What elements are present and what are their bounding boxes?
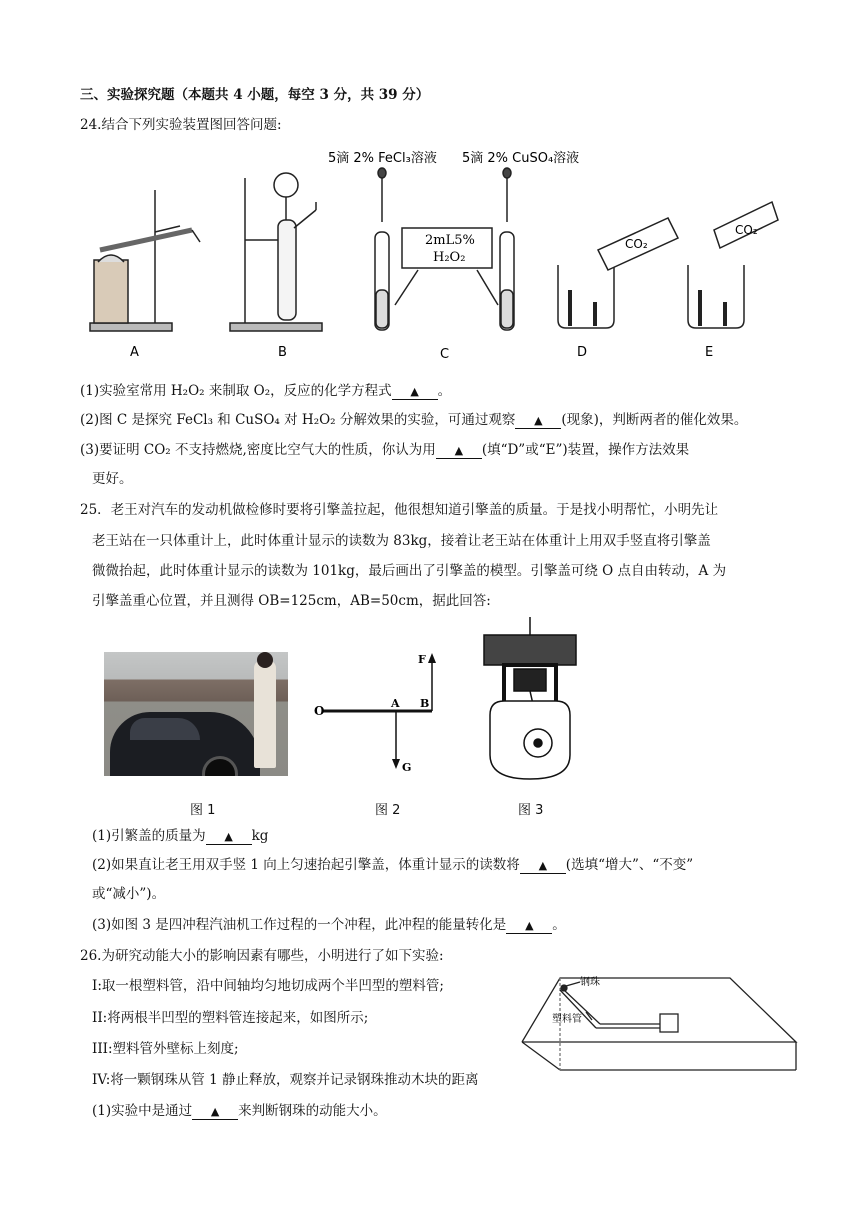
q26-step1: I:取一根塑料管，沿中间轴均匀地切成两个半凹型的塑料管; (92, 978, 444, 994)
label-co2-d: CO₂ (625, 237, 648, 251)
q25-line1: 25．老王对汽车的发动机做检修时要将引擎盖拉起，他很想知道引擎盖的质量。于是找小明帮忙，小明先让 (80, 502, 719, 518)
q25-part1: (1)引繁盖的质量为 ▲ kg (92, 828, 269, 844)
car-hood-photo (104, 652, 288, 776)
wood-block (94, 260, 128, 323)
answer-blank[interactable]: ▲ (192, 1105, 238, 1120)
label-co2-e: CO₂ (735, 223, 758, 237)
q26-stem: 26.为研究动能大小的影响因素有哪些，小明进行了如下实验: (80, 948, 444, 964)
q25-part2: (2)如果直让老王用双手竖 1 向上匀速抬起引擎盖，体重计显示的读数将 ▲ (选填“增大”、“不变” (92, 857, 694, 873)
q25-part3: (3)如图 3 是四冲程汽油机工作过程的一个冲程，此冲程的能量转化是 ▲ 。 (92, 917, 566, 933)
point-b: B (420, 697, 430, 710)
lever-diagram (308, 645, 448, 780)
answer-blank[interactable]: ▲ (436, 444, 482, 459)
q26-step3: III:塑料管外壁标上刻度; (92, 1041, 239, 1057)
q24-part2: (2)图 C 是探究 FeCl₃ 和 CuSO₄ 对 H₂O₂ 分解效果的实验，可通过观察 ▲ (现象)，判断两者的催化效果。 (80, 412, 748, 428)
q24-part3: (3)要证明 CO₂ 不支持燃烧,密度比空气大的性质，你认为用 ▲ (填“D”或“E”)装置，操作方法效果 (80, 442, 690, 458)
label-h2o2: H₂O₂ (433, 250, 466, 265)
q25-part2-cont: 或“减小”)。 (92, 886, 166, 902)
ramp-diagram (520, 970, 810, 1080)
answer-blank[interactable]: ▲ (520, 859, 566, 874)
q24-part1: (1)实验室常用 H₂O₂ 来制取 O₂，反应的化学方程式 ▲ 。 (80, 383, 452, 399)
point-a: A (391, 697, 400, 710)
q26-step4: IV:将一颗钢珠从管 1 静止释放，观察并记录钢珠推动木块的距离 (92, 1072, 479, 1088)
engine-stroke-diagram (470, 615, 590, 785)
fig1-caption: 图 1 (190, 803, 216, 818)
answer-blank[interactable]: ▲ (392, 385, 438, 400)
label-cuso4: 5滴 2% CuSO₄溶液 (462, 151, 580, 166)
apparatus-b-base (230, 323, 322, 331)
answer-blank[interactable]: ▲ (506, 919, 552, 934)
label-e: E (705, 345, 714, 360)
q24-stem: 24.结合下列实验装置图回答问题: (80, 117, 282, 133)
q26-step2: II:将两根半凹型的塑料管连接起来，如图所示; (92, 1010, 369, 1026)
label-steel-ball: 钢珠 (580, 977, 600, 988)
q25-line2: 老王站在一只体重计上，此时体重计显示的读数为 83kg，接着让老王站在体重计上用双手竖直将引擎盖 (92, 533, 711, 549)
fig2-caption: 图 2 (375, 803, 401, 818)
q24-apparatus-figure (80, 140, 800, 370)
point-o: O (314, 704, 325, 718)
section-title: 三、实验探究题（本题共 4 小题，每空 3 分，共 39 分） (80, 87, 430, 103)
q24-part3-cont: 更好。 (92, 471, 133, 487)
q25-line3: 微微抬起，此时体重计显示的读数为 101kg，最后画出了引擎盖的模型。引擎盖可绕 O 点自由转动，A 为 (92, 563, 727, 579)
label-c: C (440, 347, 450, 362)
label-h2o2-volume: 2mL5% (425, 233, 475, 248)
q25-line4: 引擎盖重心位置，并且测得 OB=125cm，AB=50cm，据此回答: (92, 593, 491, 609)
label-a: A (130, 345, 139, 360)
label-b: B (278, 345, 287, 360)
label-d: D (577, 345, 588, 360)
fig3-caption: 图 3 (518, 803, 544, 818)
label-plastic-tube: 塑料管 (552, 1014, 582, 1025)
force-f: F (418, 653, 426, 666)
label-fecl3: 5滴 2% FeCl₃溶液 (328, 151, 437, 166)
q26-part1: (1)实验中是通过 ▲ 来判断钢珠的动能大小。 (92, 1103, 387, 1119)
weight-g: G (402, 761, 412, 774)
answer-blank[interactable]: ▲ (515, 414, 561, 429)
answer-blank[interactable]: ▲ (206, 830, 252, 845)
apparatus-a-base (90, 323, 172, 331)
